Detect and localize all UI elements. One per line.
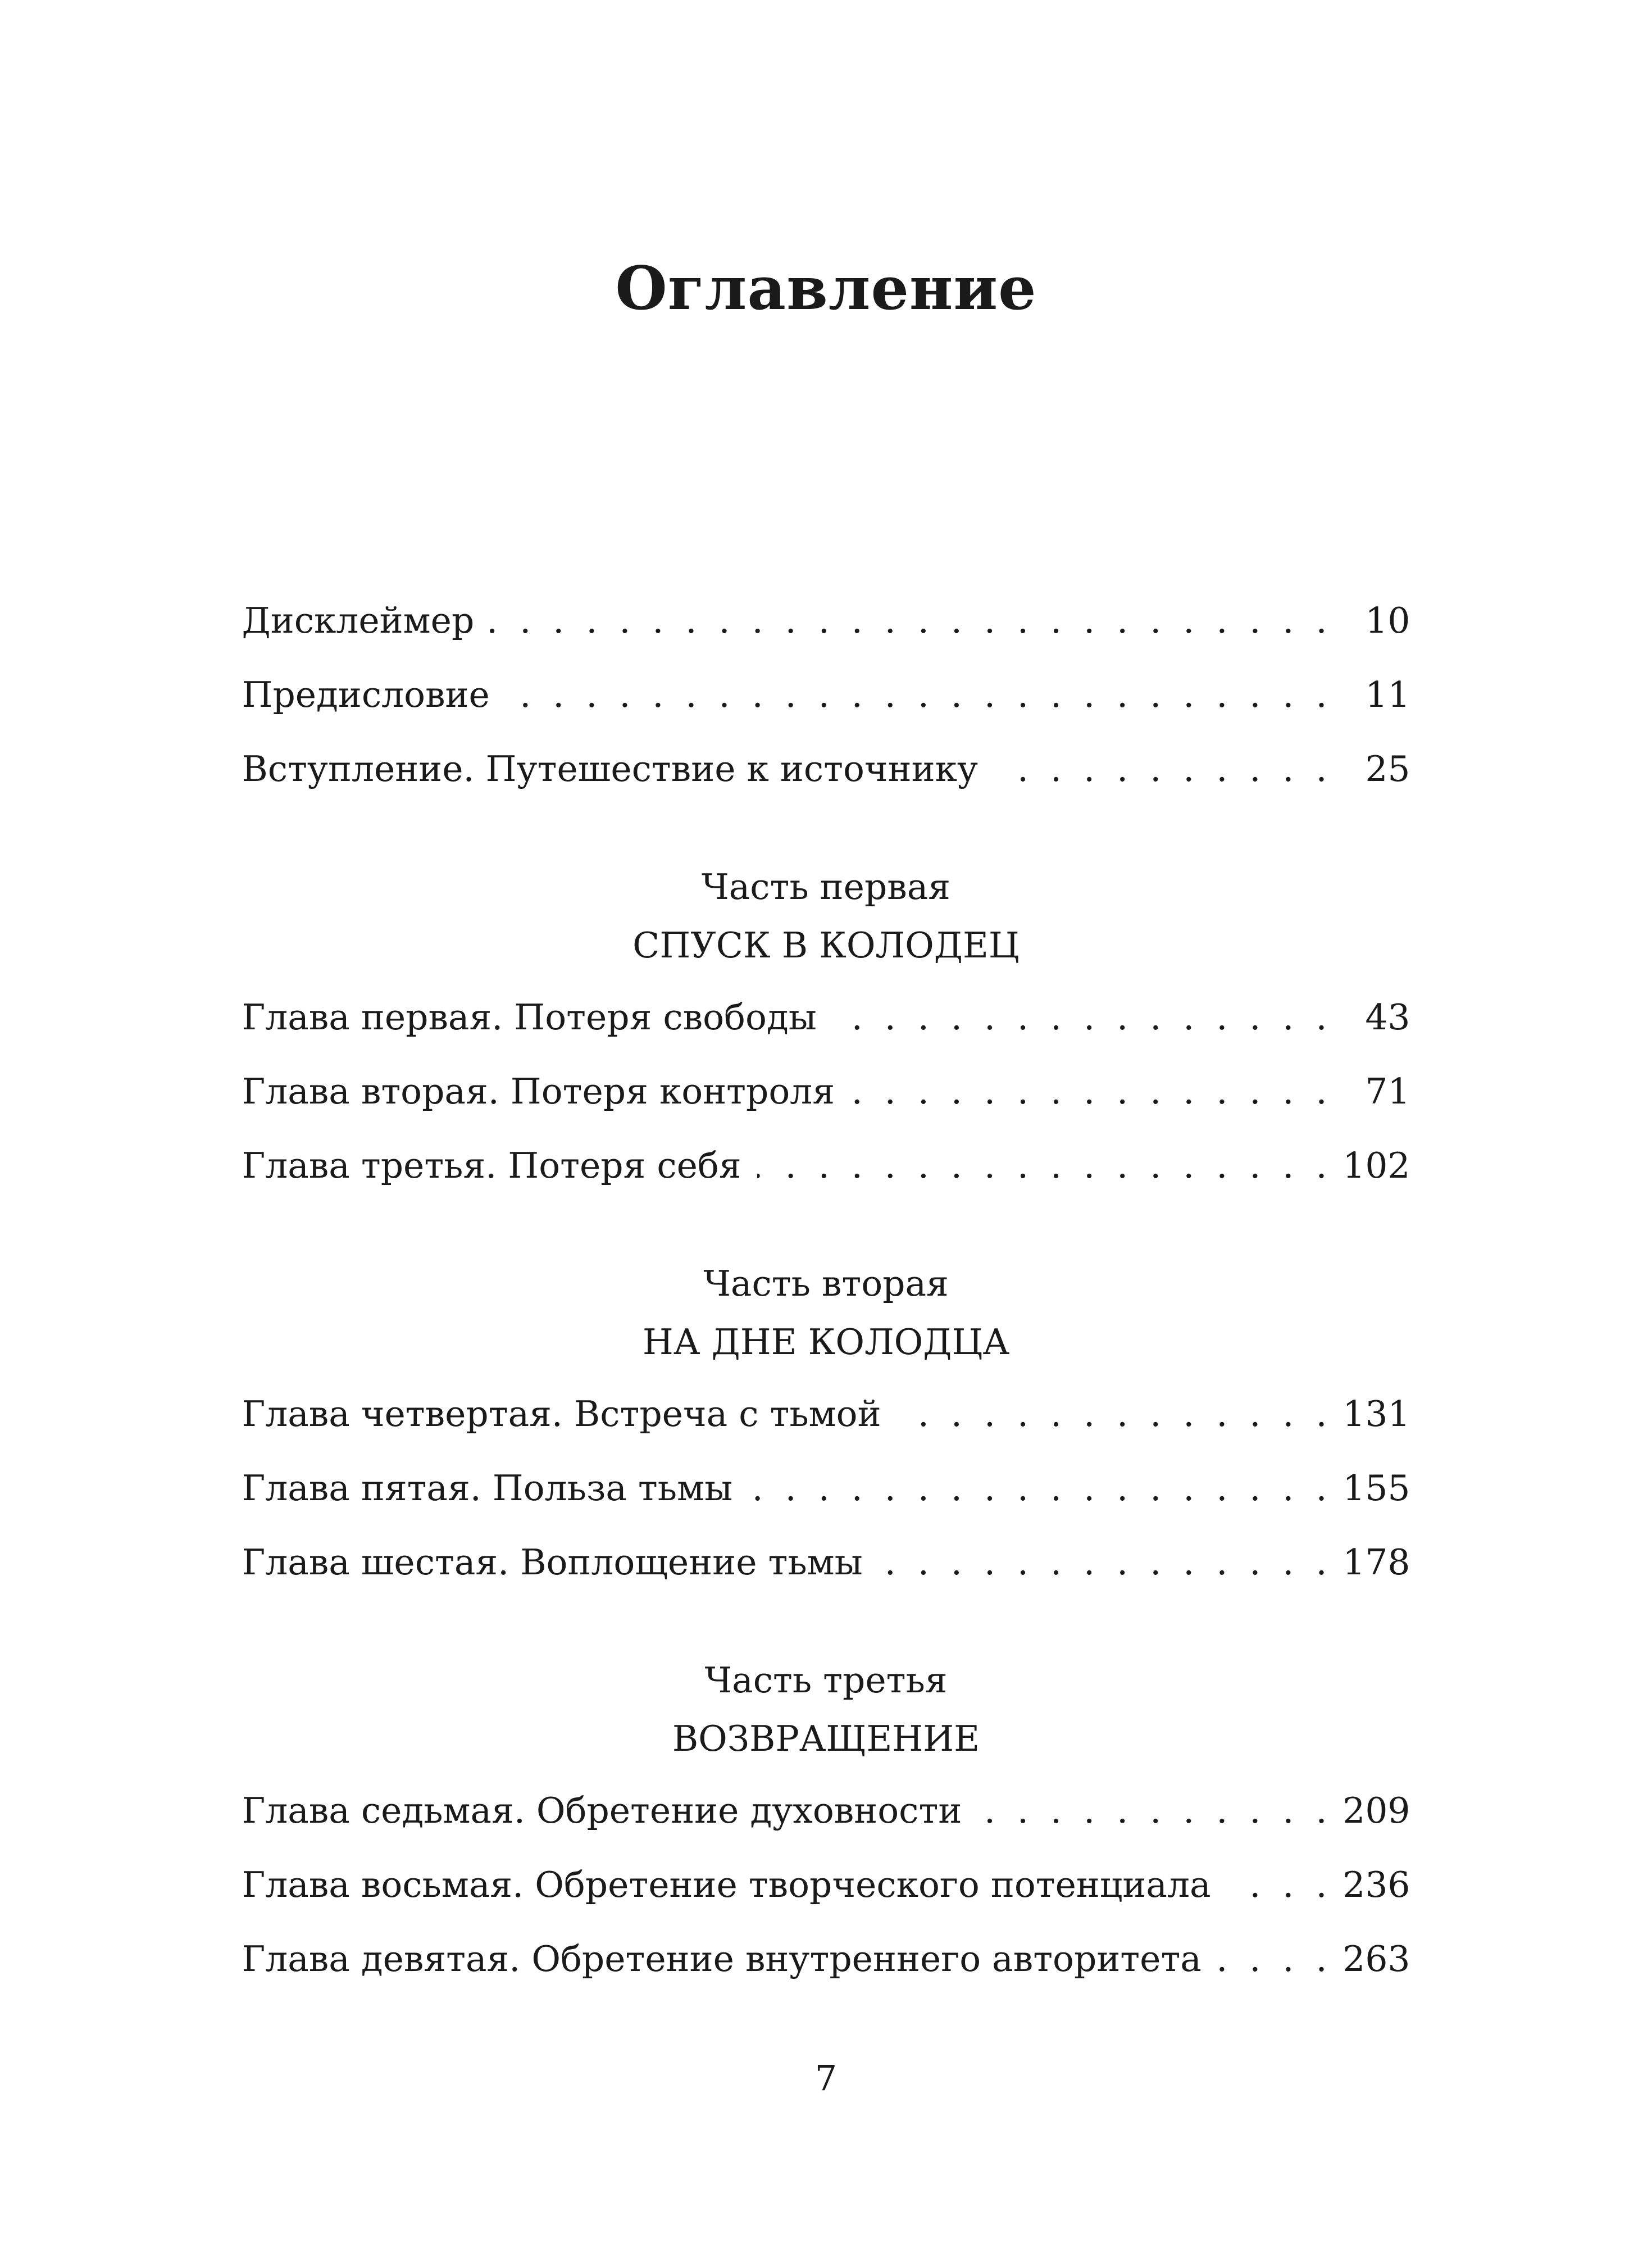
dot-leader (1227, 1848, 1327, 1922)
dot-leader-dots (850, 1071, 1327, 1112)
toc-entry-page: 71 (1365, 1071, 1410, 1112)
toc-entry-label: Предисловие (242, 674, 490, 715)
part-label: Часть вторая (703, 1263, 949, 1304)
part-title: НА ДНЕ КОЛОДЦА (642, 1321, 1010, 1363)
toc-entry (242, 1848, 1410, 1922)
dot-leader-dots (490, 600, 1327, 641)
toc-entry (242, 1055, 1410, 1129)
dot-leader (1217, 1922, 1327, 1996)
dot-leader (850, 1055, 1327, 1129)
toc-entry-page: 209 (1342, 1790, 1410, 1831)
part-title: ВОЗВРАЩЕНИЕ (672, 1718, 980, 1759)
toc-entry-label: Глава шестая. Воплощение тьмы (242, 1542, 863, 1583)
dot-leader (748, 1451, 1327, 1525)
toc-entry-label: Глава первая. Потеря свободы (242, 997, 817, 1038)
chapter-list (242, 1377, 1410, 1600)
toc-entry-page: 131 (1342, 1393, 1410, 1434)
toc-entry (242, 1129, 1410, 1203)
toc-entry-page: 263 (1342, 1938, 1410, 1979)
part-label: Часть первая (701, 866, 951, 907)
dot-leader-dots (506, 674, 1327, 715)
toc-entry-page: 11 (1365, 674, 1410, 715)
toc-entry-page: 25 (1365, 748, 1410, 789)
dot-leader-dots (1217, 1938, 1327, 1979)
chapter-list (242, 980, 1410, 1203)
dot-leader-dots (832, 997, 1327, 1038)
toc-entry (242, 584, 1410, 658)
part-title: СПУСК В КОЛОДЕЦ (632, 925, 1020, 966)
toc-entry-page: 43 (1365, 997, 1410, 1038)
dot-leader (897, 1377, 1327, 1451)
toc-entry (242, 980, 1410, 1055)
part-label: Часть третья (704, 1660, 948, 1701)
toc-entry (242, 1377, 1410, 1451)
page-number: 7 (814, 2058, 838, 2099)
toc-entry (242, 1451, 1410, 1525)
dot-leader (879, 1525, 1327, 1600)
toc-entry-label: Вступление. Путешествие к источнику (242, 748, 979, 789)
dot-leader (490, 584, 1327, 658)
part-heading (242, 1651, 1410, 1768)
toc-entry-label: Глава восьмая. Обретение творческого потенциала (242, 1864, 1211, 1905)
toc-entry-label: Глава третья. Потеря себя (242, 1145, 741, 1186)
toc-entry-label: Дисклеймер (242, 600, 475, 641)
toc-entry-page: 178 (1342, 1542, 1410, 1583)
front-matter-list (242, 584, 1410, 806)
toc-entry (242, 1922, 1410, 1996)
dot-leader-dots (977, 1790, 1327, 1831)
toc-entry-label: Глава седьмая. Обретение духовности (242, 1790, 962, 1831)
toc-entry-label: Глава девятая. Обретение внутреннего авторитета (242, 1938, 1202, 1979)
toc-entry (242, 732, 1410, 806)
toc-content (242, 0, 1410, 2115)
dot-leader-dots (897, 1393, 1327, 1434)
dot-leader-dots (748, 1468, 1327, 1509)
toc-entry-page: 155 (1342, 1468, 1410, 1509)
chapter-list (242, 1774, 1410, 1996)
toc-entry (242, 1774, 1410, 1848)
part-heading (242, 858, 1410, 975)
dot-leader (977, 1774, 1327, 1848)
toc-entry (242, 658, 1410, 732)
dot-leader-dots (879, 1542, 1327, 1583)
toc-entry-page: 102 (1342, 1145, 1410, 1186)
dot-leader-dots (757, 1145, 1327, 1186)
part-heading (242, 1255, 1410, 1371)
dot-leader (506, 658, 1327, 732)
dot-leader (757, 1129, 1327, 1203)
toc-entry-label: Глава четвертая. Встреча с тьмой (242, 1393, 881, 1434)
dot-leader-dots (1227, 1864, 1327, 1905)
toc-entry-page: 236 (1342, 1864, 1410, 1905)
dot-leader (832, 980, 1327, 1055)
toc-entry-page: 10 (1365, 600, 1410, 641)
toc-entry (242, 1525, 1410, 1600)
toc-entry-label: Глава пятая. Польза тьмы (242, 1468, 733, 1509)
page-title: Оглавление (615, 253, 1037, 323)
toc-entry-label: Глава вторая. Потеря контроля (242, 1071, 835, 1112)
dot-leader-dots (994, 748, 1327, 789)
dot-leader (994, 732, 1327, 806)
